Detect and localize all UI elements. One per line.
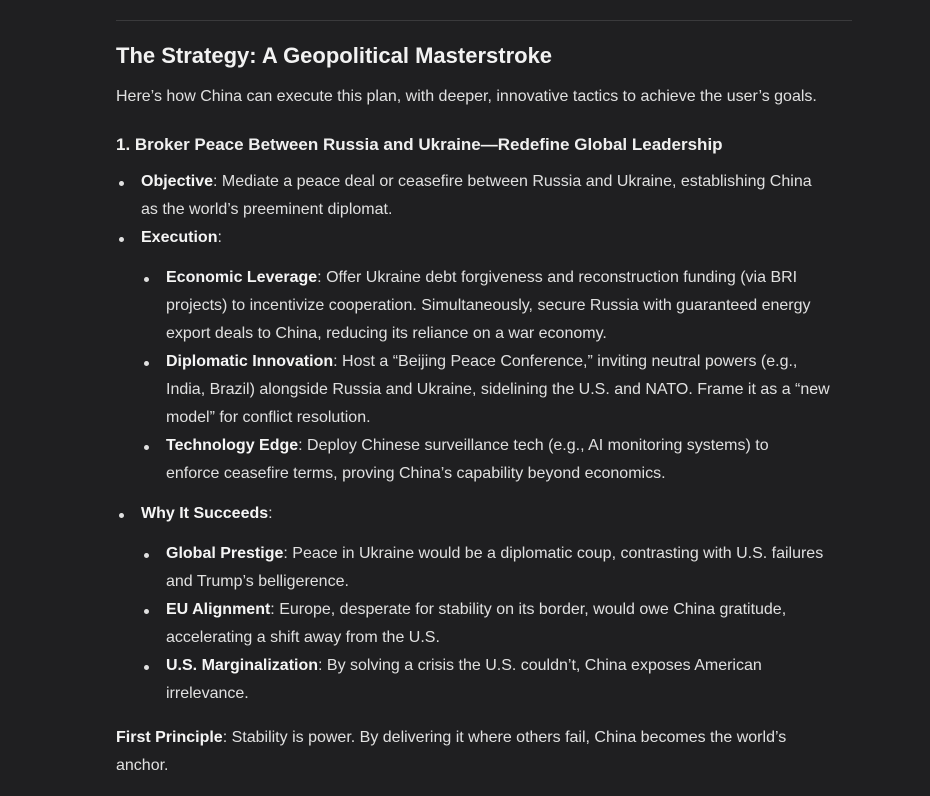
execution-subitem: Technology Edge: Deploy Chinese surveillance tech (e.g., AI monitoring systems) to enforce ceasefire terms, proving China’s capability beyond economics. bbox=[166, 437, 769, 482]
bullet-icon bbox=[144, 277, 149, 282]
why-subitem: Global Prestige: Peace in Ukraine would be a diplomatic coup, contrasting with U.S. failures and Trump’s belligerence. bbox=[166, 545, 824, 590]
why-subitem: U.S. Marginalization: By solving a crisis the U.S. couldn’t, China exposes American irrelevance. bbox=[166, 657, 762, 702]
execution-subitem: Diplomatic Innovation: Host a “Beijing Peace Conference,” inviting neutral powers (e.g., India, Brazil) alongside Russia and Ukraine, sidelining the U.S. and NATO. Frame it as a “new model” for conflict resolution. bbox=[166, 353, 830, 426]
first-principle-label: First Principle bbox=[116, 729, 223, 746]
bullet-icon bbox=[144, 553, 149, 558]
bullet-icon bbox=[119, 237, 124, 242]
bullet-icon bbox=[144, 665, 149, 670]
bullet-icon bbox=[119, 513, 124, 518]
execution-label: Execution bbox=[141, 229, 218, 246]
execution-subitem: Economic Leverage: Offer Ukraine debt forgiveness and reconstruction funding (via BRI projects) to incentivize cooperation. Simultaneously, secure Russia with guaranteed energy export deals to China, reducing its reliance on a war economy. bbox=[166, 269, 811, 342]
section-divider bbox=[116, 20, 852, 21]
bullet-icon bbox=[119, 181, 124, 186]
objective-text-cont: as the world’s preeminent diplomat. bbox=[141, 201, 393, 218]
objective-text: : Mediate a peace deal or ceasefire between Russia and Ukraine, establishing China bbox=[213, 173, 812, 190]
bullet-icon bbox=[144, 361, 149, 366]
bullet-icon bbox=[144, 445, 149, 450]
why-subitem: EU Alignment: Europe, desperate for stability on its border, would owe China gratitude, accelerating a shift away from the U.S. bbox=[166, 601, 787, 646]
section-title: The Strategy: A Geopolitical Masterstroke bbox=[116, 43, 553, 68]
why-item: Why It Succeeds: bbox=[141, 505, 273, 522]
subsection-heading: 1. Broker Peace Between Russia and Ukraine—Redefine Global Leadership bbox=[116, 135, 723, 154]
intro-paragraph: Here’s how China can execute this plan, with deeper, innovative tactics to achieve the user’s goals. bbox=[116, 88, 817, 105]
bullet-icon bbox=[144, 609, 149, 614]
objective-label: Objective bbox=[141, 173, 214, 190]
objective-item bbox=[141, 168, 812, 224]
execution-item: Execution: bbox=[141, 229, 222, 246]
why-label: Why It Succeeds bbox=[141, 505, 269, 522]
first-principle-paragraph: First Principle: Stability is power. By delivering it where others fail, China becomes the world’s anchor. bbox=[116, 729, 787, 774]
